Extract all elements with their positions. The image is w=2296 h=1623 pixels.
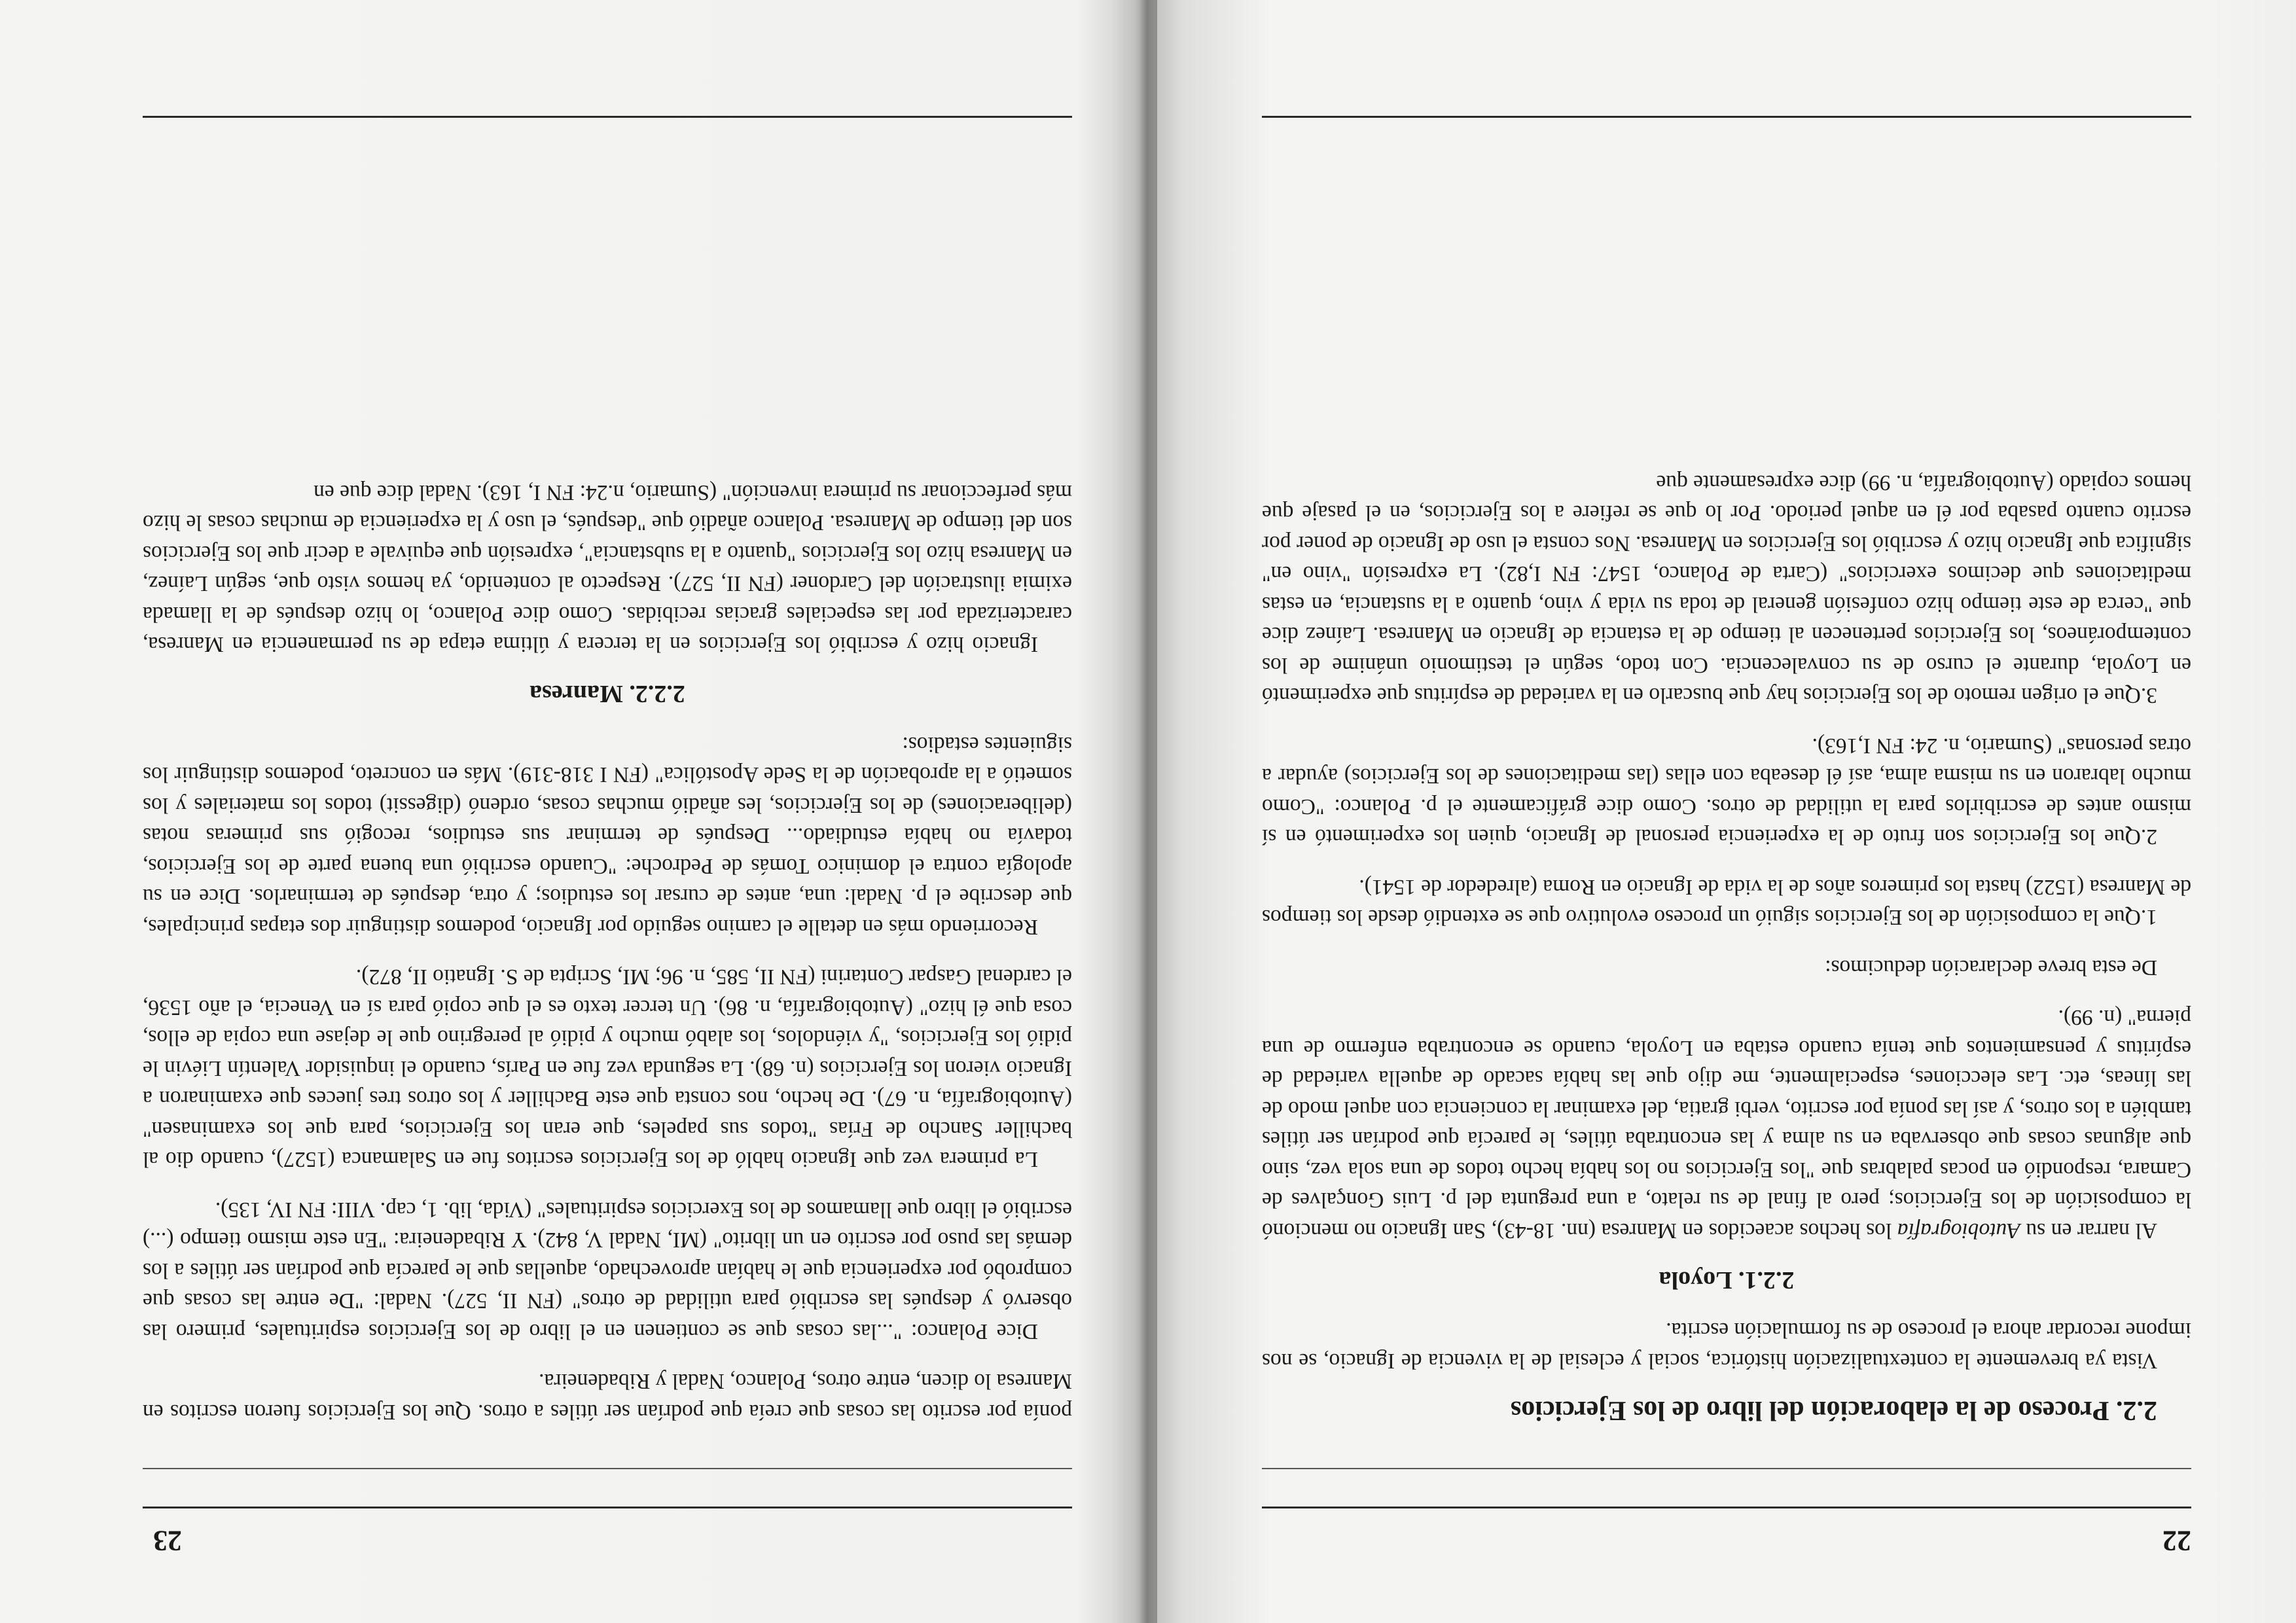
page-number: 23 — [153, 1525, 182, 1557]
page-22-body — [1262, 463, 2191, 1427]
subsection-title-manresa: 2.2.2. Manresa — [529, 680, 685, 708]
header-rule — [1262, 1507, 2191, 1508]
stages-paragraph: Recorriendo más en detalle el camino seguido por Ignacio, podemos distinguir dos etapas principales, que describe el p. Nadal: una, antes de cursar los estudios; y otra, después de terminarlos. Dice en su apología contra el dominico Tomás de Pedroche: "Cuando escribió una buena parte de los Ejercicios, todavía no había estudiado... Después de terminar sus estudios, recogió sus primeras notas (deliberaciones) de los Ejercicios, les añadió muchas cosas, ordenó (digessit) todos los materiales y los sometió a la aprobación de la Sede Apostólica" (FN I 318-319). Más en concreto, podemos distinguir los siguientes estadios: — [143, 732, 1072, 939]
section-title: 2.2. Proceso de la elaboración del libro de los Ejercicios — [1510, 1395, 2157, 1425]
intro-paragraph: Vista ya brevemente la contextualización histórica, social y eclesial de la vivencia de Ignacio, se nos impone recordar ahora el proceso de su formulación escrita. — [1262, 1318, 2191, 1373]
list-item-text: Que la composición de los Ejercicios siguió un proceso evolutivo que se extendió desde los tiempos de Manresa (1522) hasta los primeros años de la vida de Ignacio en Roma (alrededor de 1541). — [1262, 875, 2191, 930]
paragraph-text: Al narrar en su — [2020, 1219, 2157, 1243]
continuation-paragraph: ponía por escrito las cosas que creía que podrían ser útiles a otros. Que los Ejercicios fueron escritos en Manresa lo dicen, entre otros, Polanco, Nadal y Ribadeneira. — [143, 1369, 1072, 1424]
list-item-1 — [1262, 872, 2191, 933]
list-item-text: Que el origen remoto de los Ejercicios hay que buscarlo en la variedad de espíritus que experimentó en Loyola, durante el curso de su convalecencia. Con todo, según el testimonio unánime de los contemporáneos, los Ejercicios pertenecen al tiempo de la estancia de Ignacio en Manresa. Laínez dice que "cerca de este tiempo hizo confesión general de toda su vida y vino, quanto a la sustancia, en estas meditaciones que decimos exercicios" (Carta de Polanco, 1547: FN I,82). La expresión "vino en" significa que Ignacio hizo y escribió los Ejercicios en Manresa. Nos consta el uso de Ignacio de poner por escrito cuanto pasaba por él en aquel periodo. Por lo que se refiere a los Ejercicios, en el pasaje que hemos copiado (Autobiografía, n. 99) dice expresamente que — [1262, 471, 2191, 708]
salamanca-paragraph: La primera vez que Ignacio habló de los Ejercicios escritos fue en Salamanca (1527), cuando dio al bachiller Sancho de Frías "todos sus papeles, que eran los Ejercicios, para que los examinasen" (Autobiografía, n. 67). De hecho, nos consta que este Bachiller y los otros tres jueces que examinaron a Ignacio vieron los Ejercicios (n. 68). La segunda vez fue en París, cuando el inquisidor Valentín Liévin le pidió los Ejercicios, "y viéndolos, los alabó mucho y pidió al peregrino que le dejase una copia de ellos, cosa que él hizo" (Autobiografía, n. 86). Un tercer texto es el que copió para sí en Venecia, el año 1536, el cardenal Gaspar Contarini (FN II, 585, n. 96; MI, Scripta de S. Ignatio II, 872). — [143, 965, 1072, 1172]
top-margin-rule — [1262, 1468, 2191, 1469]
paragraph-text: los hechos acaecidos en Manresa (nn. 18-43), San Ignacio no mencionó la composición de los Ejercicios; pero al final de su relato, a una pregunta del p. Luis Gonçalves de Camara, respondió en pocas palabras que "los Ejercicios no los había hecho todos de una sola vez, sino que algunas cosas que observaba en su alma y las encontraba útiles, le parecía que podrían ser útiles también a los otros, y así las ponía por escrito, verbi gratia, del examinar la conciencia con aquel modo de las líneas, etc. Las elecciones, especialmente, me dijo que las había sacado de aquella variedad de espíritus y pensamientos que tenía cuando estaba en Loyola, cuando se encontraba enfermo de una pierna" (n. 99). — [1262, 1005, 2191, 1243]
list-number: 2. — [2140, 825, 2157, 849]
list-number: 1. — [2140, 905, 2157, 930]
autobiografia-paragraph — [1262, 1002, 2191, 1245]
quotes-paragraph: Dice Polanco: "...las cosas que se contienen en el libro de los Ejercicios espirituales, primero las observó y después las escribió para utilidad de otros" (FN II, 527). Nadal: "De entre las cosas que comprobó por experiencia que le habían aprovechado, aquellas que le parecía que podrían ser útiles a los demás las puso por escrito en un librito" (MI, Nadal V, 842). Y Ribadeneira: "En este mismo tiempo (...) escribió el libro que llamamos de los Exercicios espirituales" (Vida, lib. 1, cap. VIII: FN IV, 135). — [143, 1198, 1072, 1344]
list-item-3 — [1262, 467, 2191, 711]
header-rule — [143, 1507, 1072, 1508]
list-item-text: Que los Ejercicios son fruto de la experiencia personal de Ignacio, quien los experimentó en sí mismo antes de escribirlos para la utilidad de otros. Como dice gráficamente el p. Polanco: "Como mucho labraron en su misma alma, así él deseaba con ellas (las meditaciones de los Ejercicios) ayudar a otras personas" (Sumario, n. 24: FN I,163). — [1262, 734, 2191, 849]
page-number: 22 — [2162, 1525, 2191, 1557]
footer-rule — [1262, 116, 2191, 118]
subsection-title-loyola: 2.2.1. Loyola — [1659, 1266, 1795, 1294]
list-number: 3. — [2140, 683, 2157, 708]
deduction-intro: De esta breve declaración deducimos: — [1825, 955, 2157, 980]
page-23-body — [143, 473, 1072, 1427]
top-margin-rule — [143, 1468, 1072, 1469]
page-22 — [1157, 0, 2296, 1623]
italic-title: Autobiografía — [1897, 1219, 2020, 1243]
manresa-paragraph: Ignacio hizo y escribió los Ejercicios en la tercera y última etapa de su permanencia en Manresa, caracterizada por las especiales gracias recibidas. Como dice Polanco, lo hizo después de la llamada eximia ilustración del Cardoner (FN II, 527). Respecto al contenido, ya hemos visto que, según Laínez, en Manresa hizo los Ejercicios "quanto a la substancia", expresión que equivale a decir que los Ejercicios son del tiempo de Manresa. Polanco añadió que "después, el uso y la experiencia de muchas cosas le hizo más perfeccionar su primera invención" (Sumario, n.24: FN I, 163). Nadal dice que en — [143, 480, 1072, 657]
list-item-2 — [1262, 730, 2191, 852]
footer-rule — [143, 116, 1072, 118]
